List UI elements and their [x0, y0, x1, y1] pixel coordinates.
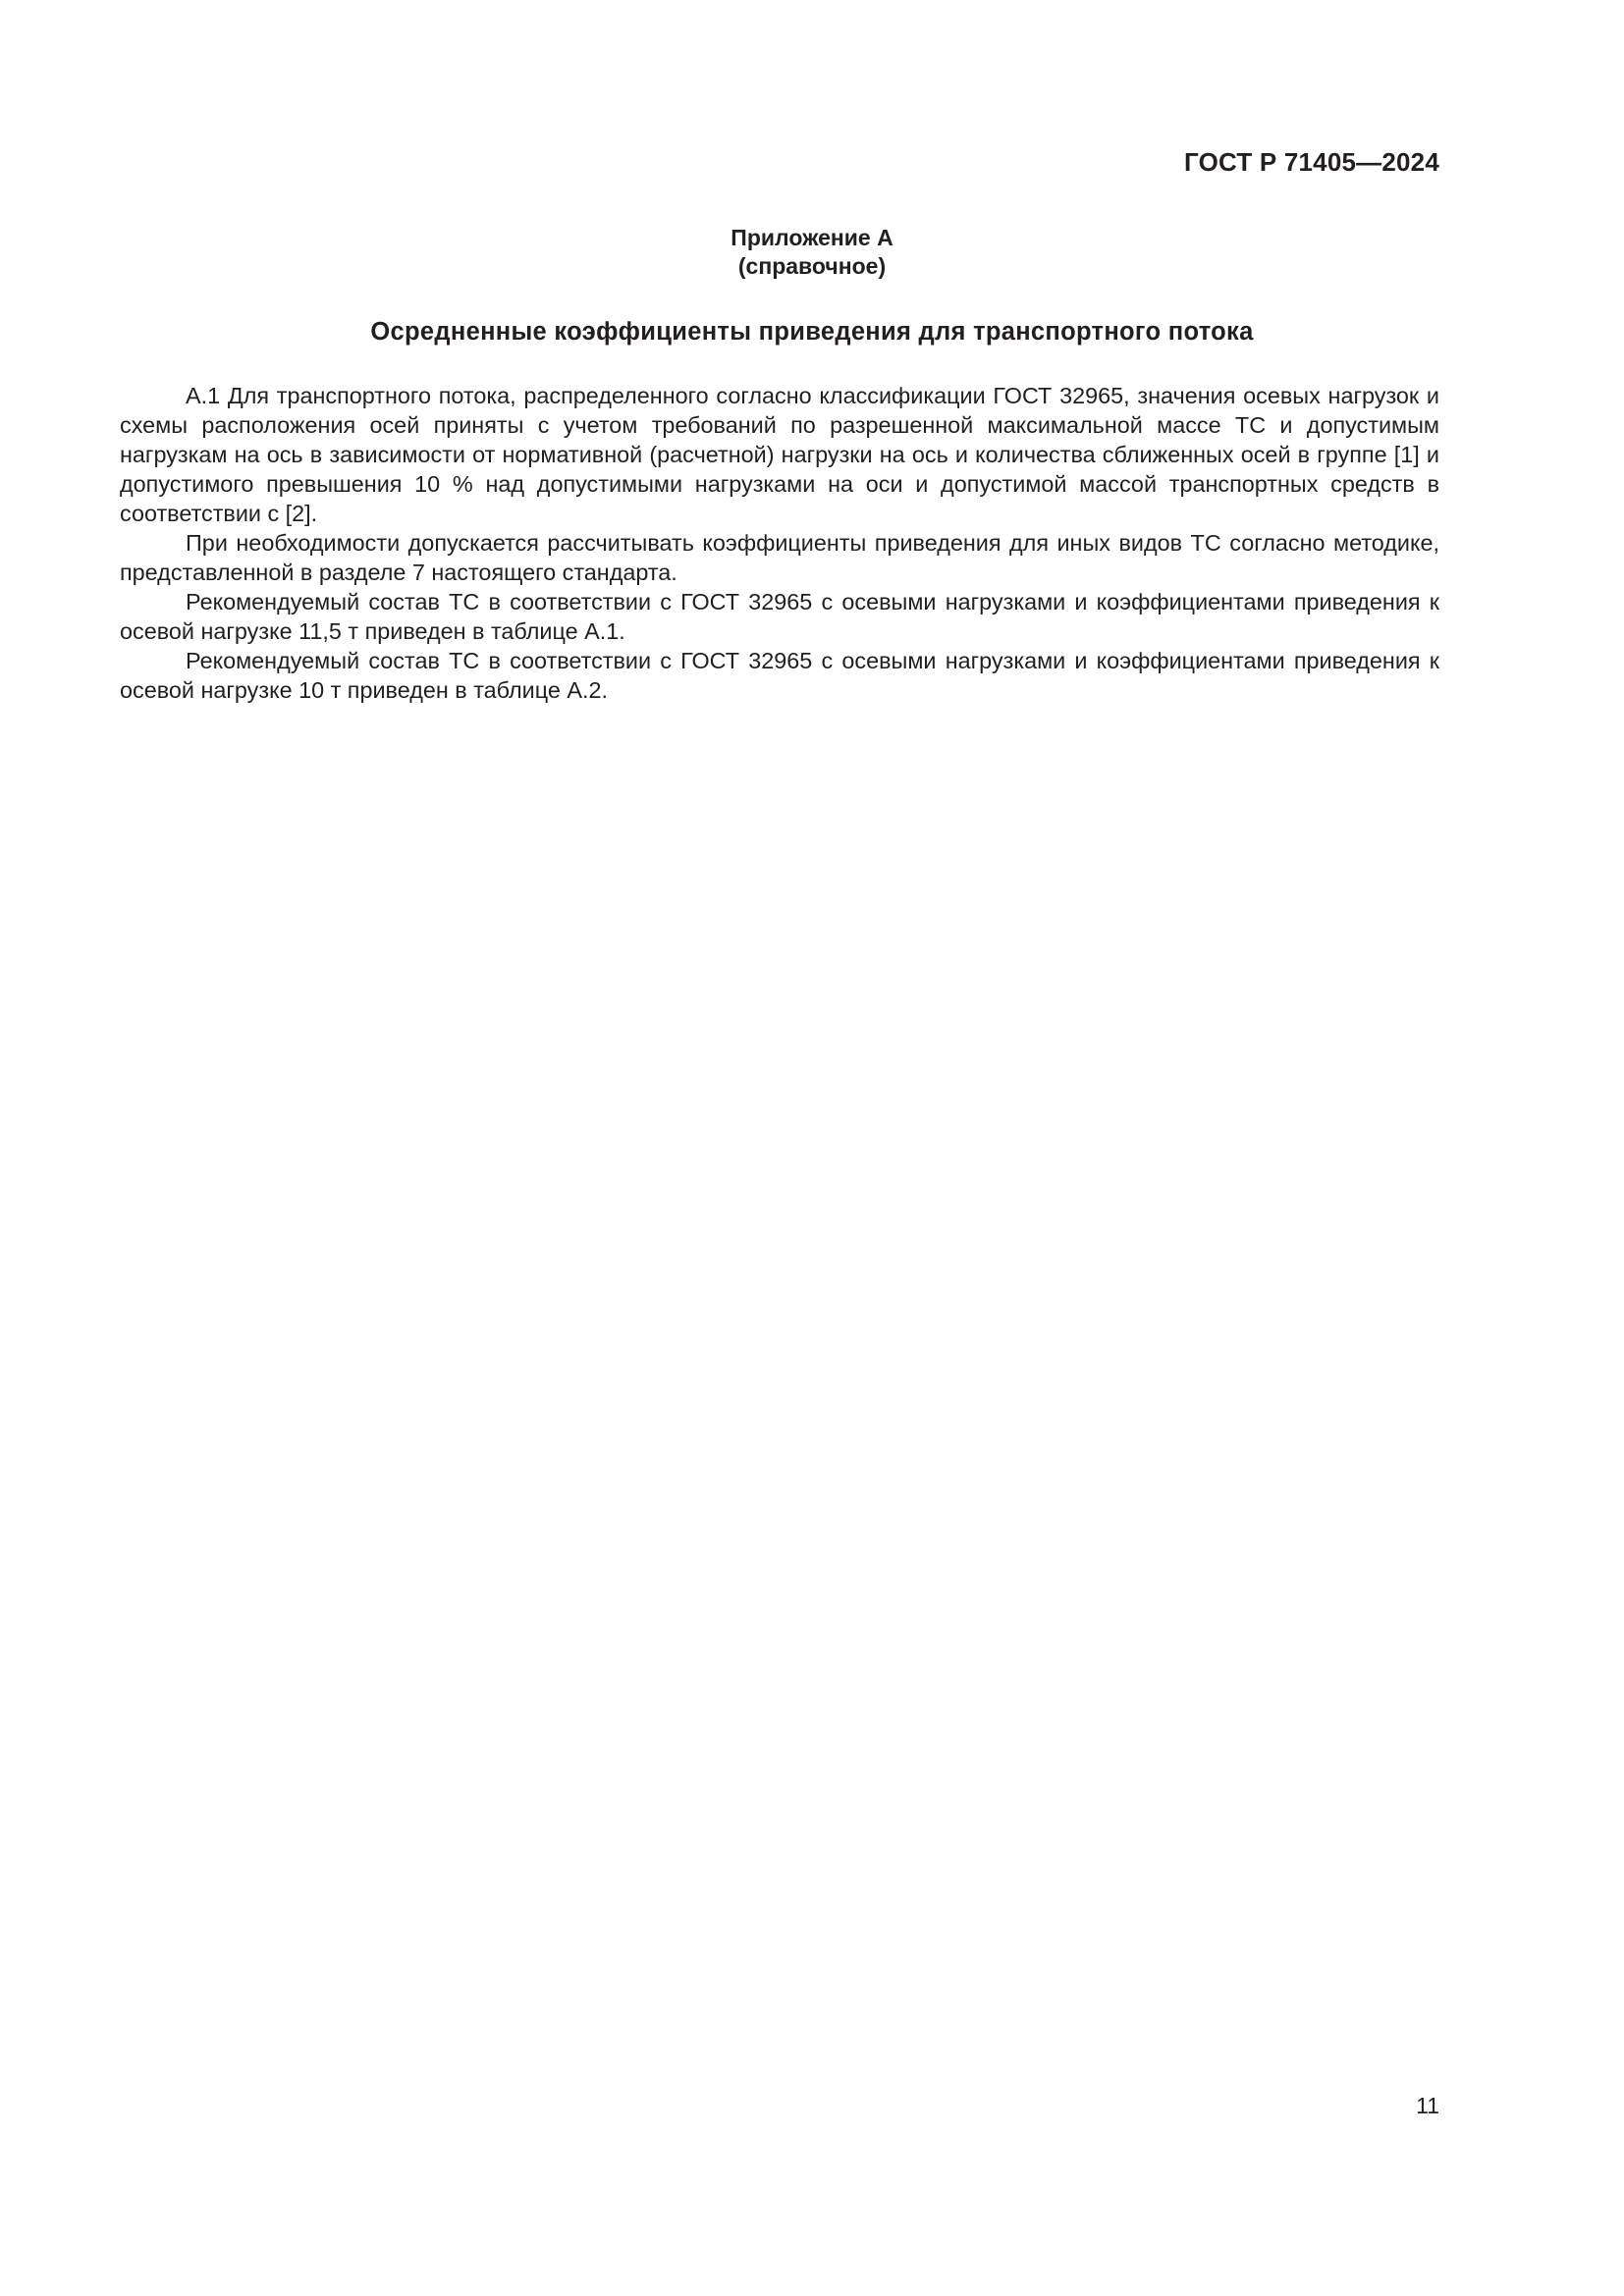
paragraph-a1: А.1 Для транспортного потока, распределенного согласно классификации ГОСТ 32965, значения осевых нагрузок и схемы расположения осей приняты с учетом требований по разрешенной максимальной массе ТС и допустимым нагрузкам на ось в зависимости от нормативной (расчетной) нагрузки на ось и количества сближенных осей в группе [1] и допустимого превышения 10 % над допустимыми нагрузками на оси и допустимой массой транспортных средств в соответствии с [2]. — [120, 383, 1439, 526]
paragraph-method: При необходимости допускается рассчитывать коэффициенты приведения для иных видов ТС согласно методике, представленной в разделе 7 настоящего стандарта. — [120, 530, 1439, 585]
document-code: ГОСТ Р 71405—2024 — [1184, 147, 1439, 177]
annex-heading — [0, 224, 1624, 281]
paragraph-table-a1: Рекомендуемый состав ТС в соответствии с ГОСТ 32965 с осевыми нагрузками и коэффициентами приведения к осевой нагрузке 11,5 т приведен в таблице А.1. — [120, 589, 1439, 644]
page-number: 11 — [1416, 2093, 1439, 2118]
section-heading: Осредненные коэффициенты приведения для транспортного потока — [370, 318, 1254, 346]
paragraph-table-a2: Рекомендуемый состав ТС в соответствии с ГОСТ 32965 с осевыми нагрузками и коэффициентами приведения к осевой нагрузке 10 т приведен в таблице А.2. — [120, 648, 1439, 703]
annex-title: Приложение А — [731, 225, 893, 250]
annex-status: (справочное) — [737, 253, 887, 279]
body-text — [120, 381, 1439, 705]
